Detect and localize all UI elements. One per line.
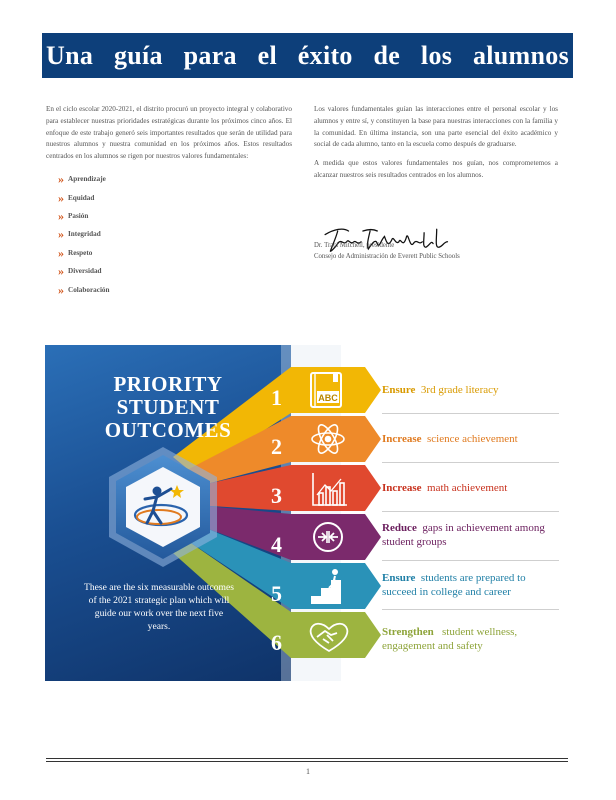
divider [382,511,559,512]
outcome-1 [382,383,560,397]
value-label: Colaboración [68,285,110,294]
divider [382,413,559,414]
outcome-number-6: 6 [271,630,282,655]
divider [382,560,559,561]
outcome-verb: Ensure [382,572,416,584]
outcome-text: science achievement [427,433,518,445]
chevron-right-icon: » [58,172,64,187]
chevron-right-icon: » [58,245,64,260]
list-item [46,245,292,263]
left-column [46,104,292,300]
chevron-right-icon: » [58,264,64,279]
signer-org: Consejo de Administración de Everett Public Schools [314,253,460,260]
chevron-right-icon: » [58,227,64,242]
outcome-number-5: 5 [271,581,282,606]
signer-block [314,240,460,262]
outcome-text: students are prepared to succeed in college and career [382,572,526,598]
priority-outcomes-infographic [45,345,571,681]
outcome-verb: Ensure [382,384,416,396]
value-label: Equidad [68,193,95,202]
values-paragraph: Los valores fundamentales guían las interacciones entre el personal escolar y los alumnos y entre sí, y constituyen la base para nuestras interacciones con la familia y la comunidad. En última instancia, son una parte esencial del éxito académico y social de cada alumno, tanto en la escuela como después de graduarse. [314,105,558,149]
chevron-right-icon: » [58,282,64,297]
title-bar [42,33,573,78]
page-number: 1 [306,767,310,776]
outcome-text: 3rd grade literacy [420,384,499,396]
list-item [46,171,292,189]
value-label: Diversidad [68,267,102,276]
title-line: OUTCOMES [104,418,232,442]
divider [382,609,559,610]
intro-paragraph: En el ciclo escolar 2020-2021, el distrito procuró un proyecto integral y colaborativo para establecer nuestras prioridades estratégicas durante los próximos cinco años. El enfoque de este trabajo generó seis importantes resultados que serán de utilidad para nuestros alumnos y nuestra comunidad en los próximos años. Estos resultados centrados en los alumnos se rigen por nuestros valores fundamentales: [46,105,292,161]
footer-rule [46,761,568,762]
outcome-number-2: 2 [271,434,282,459]
list-item [46,189,292,207]
list-item [46,263,292,281]
divider [382,462,559,463]
footer-rule [46,758,568,759]
outcome-verb: Reduce [382,522,417,534]
outcome-number-4: 4 [271,532,282,557]
outcome-verb: Increase [382,433,422,445]
values-list [46,171,292,300]
list-item [46,208,292,226]
chevron-right-icon: » [58,190,64,205]
list-item [46,281,292,299]
right-column [314,104,558,187]
outcome-number-3: 3 [271,483,282,508]
value-label: Aprendizaje [68,175,106,184]
outcome-text: student wellness, engagement and safety [382,626,518,652]
commitment-paragraph: A medida que estos valores fundamentales nos guían, nos comprometemos a alcanzar nuestros seis resultados centrados en los alumnos. [314,159,558,179]
chevron-right-icon: » [58,209,64,224]
infographic-caption: These are the six measurable outcomes of the 2021 strategic plan which will guide our work over the next five years. [84,582,234,632]
outcome-verb: Strengthen [382,626,434,638]
outcome-text: gaps in achievement among student groups [382,522,545,548]
outcome-number-1: 1 [271,385,282,410]
outcome-4 [382,521,560,549]
priority-outcomes-title [73,373,263,442]
value-label: Pasión [68,212,89,221]
title-line: STUDENT [116,395,220,419]
list-item [46,226,292,244]
outcome-3 [382,481,560,495]
outcome-6 [382,625,560,653]
value-label: Integridad [68,230,101,239]
svg-text:ABC: ABC [318,393,338,403]
outcome-5 [382,571,560,599]
signer-name: Dr. Traci Mitchell, presidente [314,242,395,249]
outcome-verb: Increase [382,482,422,494]
value-label: Respeto [68,248,93,257]
outcome-2 [382,432,560,446]
title-line: PRIORITY [113,372,223,396]
outcome-text: math achievement [427,482,508,494]
page-title: Una guía para el éxito de los alumnos [46,40,569,70]
